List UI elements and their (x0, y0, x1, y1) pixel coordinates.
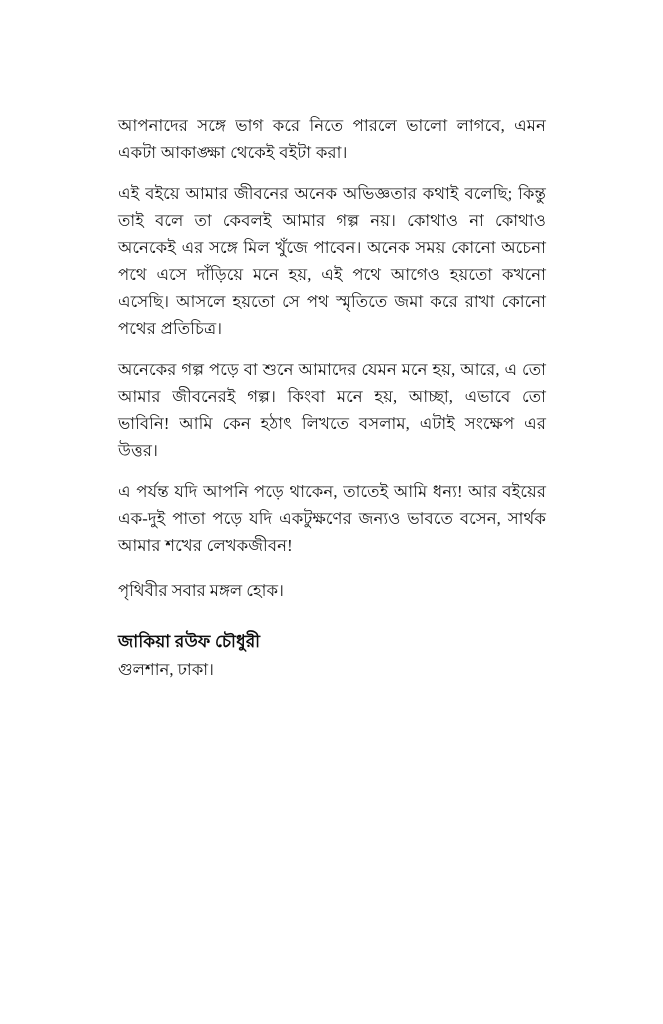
closing-group (118, 577, 546, 683)
body-paragraph-1: আপনাদের সঙ্গে ভাগ করে নিতে পারলে ভালো লাগবে, এমন একটা আকাঙ্ক্ষা থেকেই বইটা করা। (118, 116, 546, 162)
page-text-block (118, 112, 546, 683)
body-paragraph-2: এই বইয়ে আমার জীবনের অনেক অভিজ্ঞতার কথাই বলেছি; কিন্তু তাই বলে তা কেবলই আমার গল্প নয়। কোথাও না কোথাও অনেকেই এর সঙ্গে মিল খুঁজে পাবেন। অনেক সময় কোনো অচেনা পথে এসে দাঁড়িয়ে মনে হয়, এই পথে আগেও হয়তো কখনো এসেছি। আসলে হয়তো সে পথ স্মৃতিতে জমা করে রাখা কোনো পথের প্রতিচিত্র। (118, 184, 546, 338)
closing-line: পৃথিবীর সবার মঙ্গল হোক। (118, 581, 284, 600)
author-location: গুলশান, ঢাকা। (118, 660, 214, 679)
body-paragraph-3: অনেকের গল্প পড়ে বা শুনে আমাদের যেমন মনে হয়, আরে, এ তো আমার জীবনেরই গল্প। কিংবা মনে হয়, আচ্ছা, এভাবে তো ভাবিনি! আমি কেন হঠাৎ লিখতে বসলাম, এটাই সংক্ষেপ এর উত্তর। (118, 360, 546, 460)
body-paragraph-4: এ পর্যন্ত যদি আপনি পড়ে থাকেন, তাতেই আমি ধন্য! আর বইয়ের এক-দুই পাতা পড়ে যদি একটুক্ষণের জন্যও ভাবতে বসেন, সার্থক আমার শখের লেখকজীবন! (118, 482, 546, 555)
signature-block (118, 628, 546, 683)
author-name: জাকিয়া রউফ চৌধুরী (118, 632, 261, 651)
